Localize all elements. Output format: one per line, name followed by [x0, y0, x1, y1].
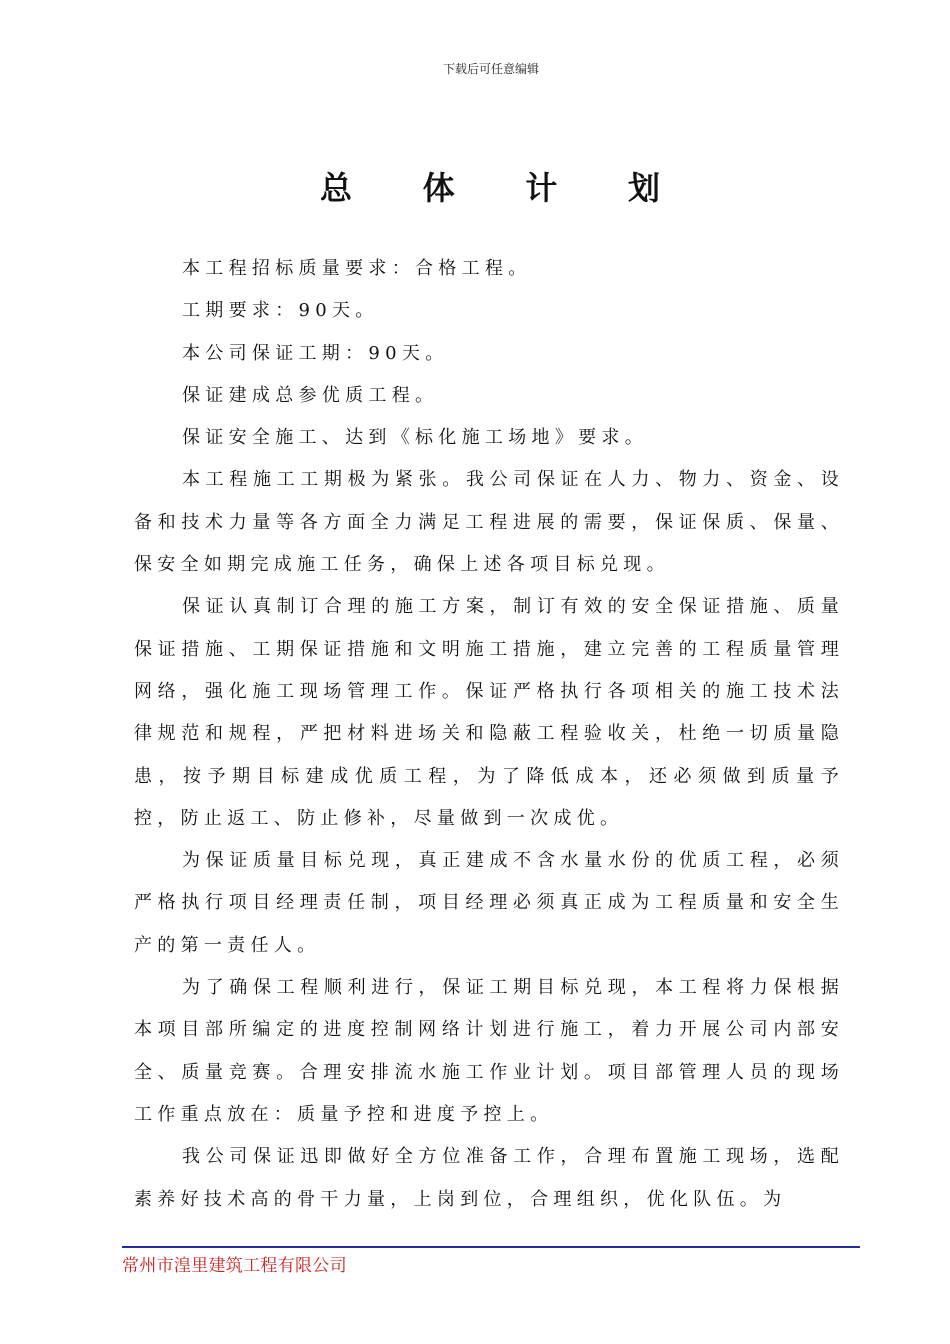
- footer-company-name: 常州市湟里建筑工程有限公司: [122, 1256, 347, 1276]
- paragraph: 本工程招标质量要求：合格工程。: [182, 258, 532, 279]
- paragraph: 保证建成总参优质工程。: [182, 384, 439, 406]
- title-char: 体: [422, 169, 455, 207]
- paragraph: 本工程施工工期极为紧张。我公司保证在人力、物力、资金、设备和技术力量等各方面全力满足工程进展的需要，保证保质、保量、保安全如期完成施工任务，确保上述各项目标兑现。: [134, 469, 844, 576]
- footer-divider: [122, 1246, 860, 1248]
- document-body: [134, 248, 844, 1221]
- header-note: 下载后可任意编辑: [442, 62, 539, 76]
- paragraph: 为了确保工程顺利进行，保证工期目标兑现，本工程将力保根据本项目部所编定的进度控制网络计划进行施工，着力开展公司内部安全、质量竞赛。合理安排流水施工作业计划。项目部管理人员的现场工作重点放在：质量予控和进度予控上。: [134, 977, 844, 1125]
- paragraph: 为保证质量目标兑现，真正建成不含水量水份的优质工程，必须严格执行项目经理责任制，项目经理必须真正成为工程质量和安全生产的第一责任人。: [134, 850, 844, 956]
- title-char: 总: [320, 169, 353, 207]
- paragraph: 保证认真制订合理的施工方案，制订有效的安全保证措施、质量保证措施、工期保证措施和文明施工措施，建立完善的工程质量管理网络，强化施工现场管理工作。保证严格执行各项相关的施工技术法律规范和规程，严把材料进场关和隐蔽工程验收关，杜绝一切质量隐患，按予期目标建成优质工程，为了降低成本，还必须做到质量予控，防止返工、防止修补，尽量做到一次成优。: [134, 596, 844, 829]
- page-title: [320, 163, 660, 209]
- paragraph: 我公司保证迅即做好全方位准备工作，合理布置施工现场，选配素养好技术高的骨干力量，上岗到位，合理组织，优化队伍。为: [134, 1146, 844, 1210]
- title-char: 划: [627, 169, 660, 207]
- paragraph: 保证安全施工、达到《标化施工场地》要求。: [182, 427, 648, 449]
- paragraph: 工期要求：90天。: [182, 300, 379, 322]
- title-char: 计: [525, 169, 558, 207]
- paragraph: 本公司保证工期：90天。: [182, 342, 449, 364]
